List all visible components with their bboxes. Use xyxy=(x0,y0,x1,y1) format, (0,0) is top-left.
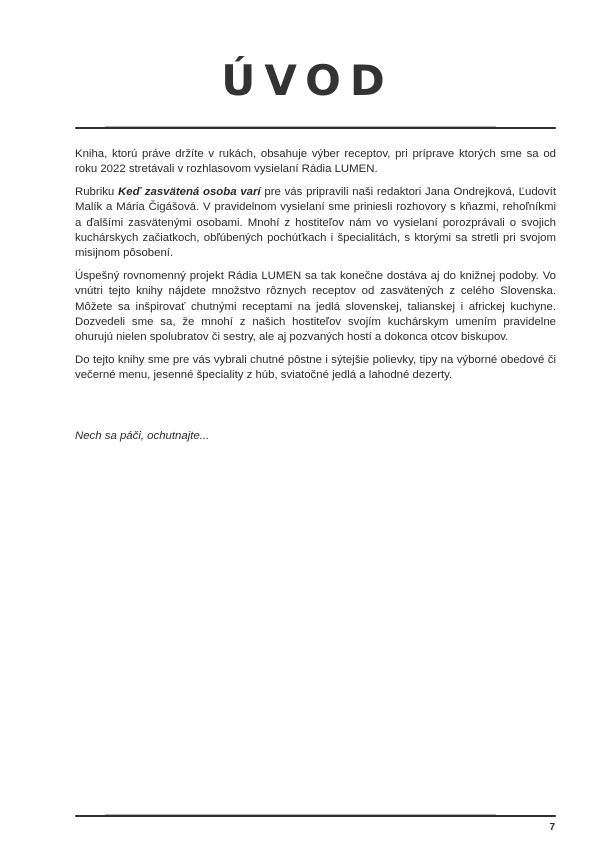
rubric-name: Keď zasvätená osoba varí xyxy=(118,185,261,198)
page-number: 7 xyxy=(549,822,555,833)
project-paragraph: Úspešný rovnomenný projekt Rádia LUMEN sa tak konečne dostáva aj do knižnej podoby. Vo vnútri tejto knihy nájdete množstvo rôznych receptov od zasvätených z celého Slovenska. Môžete sa inšpirovať chutnými receptami na jedlá slovenskej, talianskej i africkej kuchyne. Dozvedeli sme sa, že mnohí z našich hostiteľov svojím kuchárskym umením pravidelne ohurujú nielen spolubratov či sestry, ale aj pozvaných hostí a dokonca otcov biskupov. xyxy=(75,269,556,344)
rubric-paragraph-rest: pre vás pripravili naši redaktori Jana Ondrejková, Ľudovít Malík a Mária Čigášová. V pravidelnom vysielaní sme priniesli rozhovory s kňazmi, rehoľníkmi a ďalšími zasvätenými osobami. Mnohí z hostiteľov nám vo vysielaní porozprávali o svojich kuchárskych začiatkoch, obľúbených pochúťkach i špecialitách, s ktorými sa stretli pri svojom misijnom pôsobení. xyxy=(75,185,557,260)
closing-line: Nech sa páči, ochutnajte... xyxy=(75,430,210,442)
top-divider xyxy=(75,127,556,129)
body-text xyxy=(75,147,556,391)
rubric-paragraph xyxy=(75,185,556,262)
intro-paragraph: Kniha, ktorú práve držíte v rukách, obsahuje výber receptov, pri príprave ktorých sme sa od roku 2022 stretávali v rozhlasovom vysielaní Rádia LUMEN. xyxy=(75,148,556,176)
bottom-divider xyxy=(75,815,556,817)
page-title: ÚVOD xyxy=(221,56,394,105)
contents-paragraph: Do tejto knihy sme pre vás vybrali chutné pôstne i sýtejšie polievky, tipy na výborné obedové či večerné menu, jesenné špeciality z húb, sviatočné jedlá a lahodné dezerty. xyxy=(75,353,556,382)
rubric-paragraph-start: Rubriku xyxy=(75,185,119,198)
